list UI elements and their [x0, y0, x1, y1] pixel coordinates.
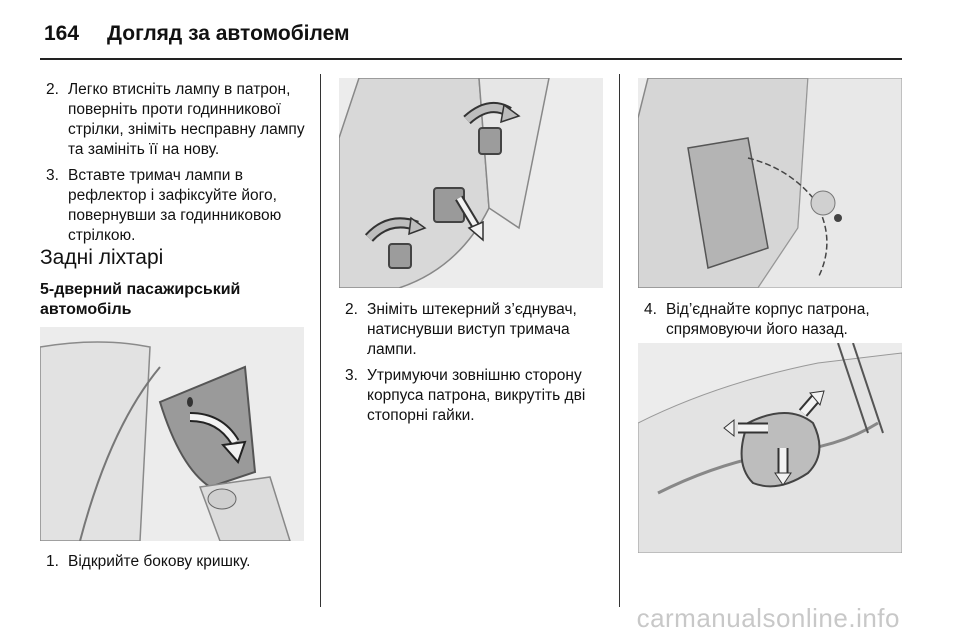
column-3	[644, 300, 904, 346]
figure-detach-housing	[638, 343, 902, 553]
section-title: Задні ліхтарі	[40, 246, 164, 269]
list-item: 3. Утримуючи зовнішню сторону корпуса патрона, викрутіть дві стопорні гайки.	[345, 367, 586, 424]
page-number: 164	[44, 22, 80, 45]
list-item: 1. Відкрийте бокову кришку.	[46, 553, 251, 570]
header-rule	[40, 58, 902, 60]
step-list	[644, 300, 904, 340]
figure-1-caption	[46, 552, 306, 578]
subsection-title: 5-дверний пасажирський автомобіль	[40, 281, 241, 318]
figure-side-cover	[40, 327, 304, 541]
watermark: carmanualsonline.info	[636, 603, 900, 633]
page-title: Догляд за автомобілем	[107, 22, 350, 45]
step-list	[46, 80, 306, 246]
page-header	[44, 14, 350, 54]
list-item: 2. Зніміть штекерний з’єднувач, натиснувши виступ тримача лампи.	[345, 301, 577, 358]
list-item: 2. Легко втисніть лампу в патрон, поверніть проти годинникової стрілки, зніміть несправну лампу та замініть її на нову.	[46, 81, 305, 158]
list-item: 4. Від’єднайте корпус патрона, спрямовуючи його назад.	[644, 301, 870, 338]
step-list	[345, 300, 607, 426]
column-2	[345, 300, 607, 432]
figure-tail-light-housing	[638, 78, 902, 288]
column-divider-2	[619, 74, 620, 607]
column-divider-1	[320, 74, 321, 607]
figure-bulb-holder	[339, 78, 603, 288]
list-item: 3. Вставте тримач лампи в рефлектор і зафіксуйте його, повернувши за годинниковою стрілкою.	[46, 167, 282, 244]
column-1	[46, 80, 306, 252]
